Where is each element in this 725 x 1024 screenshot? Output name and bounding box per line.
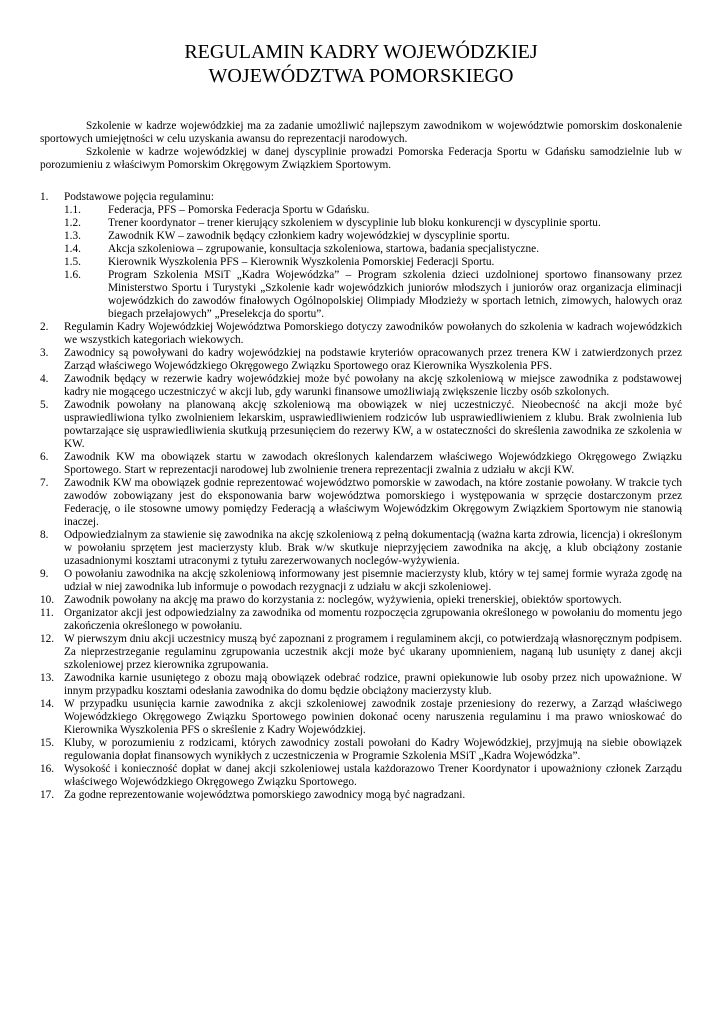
list-item — [40, 633, 682, 672]
rules-list — [40, 191, 682, 802]
list-item — [40, 191, 682, 321]
list-item-number: 14. — [40, 698, 55, 710]
list-item-number: 12. — [40, 633, 55, 645]
list-item-number: 8. — [40, 529, 49, 541]
list-item-text: Podstawowe pojęcia regulaminu: — [64, 191, 214, 203]
list-item — [40, 737, 682, 763]
sub-list-item-number: 1.6. — [64, 269, 81, 281]
sub-list — [64, 204, 682, 321]
sub-list-item-number: 1.1. — [64, 204, 81, 216]
list-item — [40, 399, 682, 451]
sub-list-item — [40, 269, 682, 321]
sub-list-item-number: 1.3. — [64, 230, 81, 242]
list-item-text: W pierwszym dniu akcji uczestnicy muszą być zapoznani z programem i regulaminem akcji, co potwierdzają własnoręcznym podpisem. Za nieprzestrzeganie regulaminu zgrupowania uczestnik akcji może być ukarany upomnieniem, naganą lub usunięty z danej akcji szkoleniowej przez kierownika zgrupowania. — [64, 633, 682, 671]
sub-list-item-text: Federacja, PFS – Pomorska Federacja Sportu w Gdańsku. — [108, 204, 370, 216]
title-line-2: WOJEWÓDZTWA POMORSKIEGO — [208, 65, 514, 87]
list-item-number: 13. — [40, 672, 55, 684]
list-item-text: Zawodnicy są powoływani do kadry wojewódzkiej na podstawie kryteriów opracowanych przez trenera KW i zatwierdzonych przez Zarząd właściwego Wojewódzkiego Okręgowego Związku Sportowego oraz Kierownika Wyszkolenia PFS. — [64, 347, 682, 372]
list-item — [40, 529, 682, 568]
list-item — [40, 477, 682, 529]
intro-paragraph-2: Szkolenie w kadrze wojewódzkiej w danej dyscyplinie prowadzi Pomorska Federacja Sportu w Gdańsku samodzielnie lub w porozumieniu z właściwym Pomorskim Okręgowym Związkiem Sportowym. — [40, 146, 682, 171]
list-item — [40, 321, 682, 347]
list-item-number: 7. — [40, 477, 49, 489]
list-item — [40, 672, 682, 698]
list-item-number: 9. — [40, 568, 49, 580]
sub-list-item — [40, 256, 682, 269]
sub-list-item-text: Program Szkolenia MSiT „Kadra Wojewódzka” – Program szkolenia dzieci uzdolnionej sportowo finansowany przez Ministerstwo Sportu i Turystyki „Szkolenie kadr wojewódzkich juniorów młodszych i juniorów oraz organizacja eliminacji wojewódzkich do zawodów finałowych Ogólnopolskiej Olimpiady Młodzieży w sportach letnich, zimowych, halowych oraz biegach przełajowych” „Preselekcja do sportu”. — [108, 269, 682, 320]
list-item-text: Zawodnik będący w rezerwie kadry wojewódzkiej może być powołany na akcję szkoleniową w miejsce zawodnika z podstawowej kadry nie mogącego uczestniczyć w akcji lub, gdy warunki finansowe umożliwiają zwiększenie liczby osób szkolonych. — [64, 373, 682, 398]
list-item-text: Zawodnik KW ma obowiązek startu w zawodach określonych kalendarzem właściwego Wojewódzkiego Okręgowego Związku Sportowego. Start w reprezentacji narodowej lub zwolnienie trenera reprezentacji zwalnia z udziału w akcji KW. — [64, 451, 682, 476]
list-item-text: Odpowiedzialnym za stawienie się zawodnika na akcję szkoleniową z pełną dokumentacją (ważna karta zdrowia, licencja) i określonym w powołaniu sprzętem jest macierzysty klub. Brak w/w skutkuje nieprzyjęciem zawodnika na akcję, a klub obciążony zostanie uzasadnionymi kosztami utraconymi z tytułu zarezerwowanych noclegów-wyżywienia. — [64, 529, 682, 567]
document-title — [40, 40, 682, 88]
sub-list-item — [40, 217, 682, 230]
list-item-text: Regulamin Kadry Wojewódzkiej Województwa Pomorskiego dotyczy zawodników powołanych do szkolenia w kadrach wojewódzkich we wszystkich kategoriach wiekowych. — [64, 321, 682, 346]
sub-list-item — [40, 243, 682, 256]
list-item-number: 10. — [40, 594, 55, 606]
list-item-text: O powołaniu zawodnika na akcję szkoleniową informowany jest pisemnie macierzysty klub, który w tej samej formie wyraża zgodę na udział w niej zawodnika lub informuje o powodach rezygnacji z udziału w akcji szkoleniowej. — [64, 568, 682, 593]
list-item-number: 17. — [40, 789, 55, 801]
list-item — [40, 607, 682, 633]
list-item-text: Organizator akcji jest odpowiedzialny za zawodnika od momentu rozpoczęcia zgrupowania określonego w powołaniu do momentu jego zakończenia określonego w powołaniu. — [64, 607, 682, 632]
intro-section — [40, 120, 682, 172]
list-item — [40, 789, 682, 802]
list-item — [40, 451, 682, 477]
intro-paragraph-1: Szkolenie w kadrze wojewódzkiej ma za zadanie umożliwić najlepszym zawodnikom w województwie pomorskim doskonalenie sportowych umiejętności w celu uzyskania awansu do reprezentacji narodowych. — [40, 120, 682, 145]
list-item — [40, 568, 682, 594]
document-page — [40, 40, 682, 802]
sub-list-item-number: 1.4. — [64, 243, 81, 255]
list-item-number: 6. — [40, 451, 49, 463]
list-item-text: Wysokość i konieczność dopłat w danej akcji szkoleniowej ustala każdorazowo Trener Koordynator i upoważniony członek Zarządu właściwego Wojewódzkiego Okręgowego Związku Sportowego. — [64, 763, 682, 788]
title-line-1: REGULAMIN KADRY WOJEWÓDZKIEJ — [184, 41, 538, 63]
list-item-number: 4. — [40, 373, 49, 385]
list-item — [40, 373, 682, 399]
list-item-number: 16. — [40, 763, 55, 775]
list-item-text: Za godne reprezentowanie województwa pomorskiego zawodnicy mogą być nagradzani. — [64, 789, 466, 801]
list-item-text: Kluby, w porozumieniu z rodzicami, których zawodnicy zostali powołani do Kadry Wojewódzkiej, przyjmują na siebie obowiązek regulowania dopłat finansowych wynikłych z uczestniczenia w Programie Szkolenia MSiT „Kadra Wojewódzka”. — [64, 737, 682, 762]
list-item-text: Zawodnika karnie usuniętego z obozu mają obowiązek odebrać rodzice, prawni opiekunowie lub osoby przez nich upoważnione. W innym przypadku kosztami odesłania zawodnika do domu będzie obciążony macierzysty klub. — [64, 672, 682, 697]
list-item — [40, 347, 682, 373]
list-item-number: 5. — [40, 399, 49, 411]
list-item — [40, 594, 682, 607]
sub-list-item — [40, 230, 682, 243]
list-item-number: 3. — [40, 347, 49, 359]
list-item-number: 2. — [40, 321, 49, 333]
list-item-number: 11. — [40, 607, 54, 619]
sub-list-item-text: Zawodnik KW – zawodnik będący członkiem kadry wojewódzkiej w dyscyplinie sportu. — [108, 230, 510, 242]
sub-list-item-text: Trener koordynator – trener kierujący szkoleniem w dyscyplinie lub bloku konkurencji w dyscyplinie sportu. — [108, 217, 601, 229]
list-item — [40, 763, 682, 789]
list-item-text: Zawodnik KW ma obowiązek godnie reprezentować województwo pomorskie w zawodach, na które zostanie powołany. W trakcie tych zawodów zobowiązany jest do eksponowania barw województwa pomorskiego i występowania w sprzęcie dostarczonym przez Federację, o ile stosowne umowy pomiędzy Federacją a właściwym Wojewódzkim Okręgowym Związkiem Sportowym nie stanowią inaczej. — [64, 477, 682, 528]
sub-list-item-number: 1.2. — [64, 217, 81, 229]
list-item-number: 1. — [40, 191, 49, 203]
sub-list-item-text: Kierownik Wyszkolenia PFS – Kierownik Wyszkolenia Pomorskiej Federacji Sportu. — [108, 256, 495, 268]
sub-list-item — [40, 204, 682, 217]
sub-list-item-number: 1.5. — [64, 256, 81, 268]
sub-list-item-text: Akcja szkoleniowa – zgrupowanie, konsultacja szkoleniowa, startowa, badania specjalistyczne. — [108, 243, 540, 255]
list-item-text: W przypadku usunięcia karnie zawodnika z akcji szkoleniowej zawodnik zostaje przeniesiony do rezerwy, a Zarząd właściwego Wojewódzkiego Okręgowego Związku Sportowego powinien dokonać oceny naruszenia regulaminu i ma prawo wnioskować do Kierownika Wyszkolenia PFS o skreślenie z Kadry Wojewódzkiej. — [64, 698, 682, 736]
list-item-text: Zawodnik powołany na akcję ma prawo do korzystania z: noclegów, wyżywienia, opieki trenerskiej, obiektów sportowych. — [64, 594, 622, 606]
list-item — [40, 698, 682, 737]
list-item-text: Zawodnik powołany na planowaną akcję szkoleniową ma obowiązek w niej uczestniczyć. Nieobecność na akcji może być usprawiedliwiona tylko zwolnieniem lekarskim, usprawiedliwieniem rodziców lub usprawiedliwieniem z klubu. Brak zwolnienia lub powtarzające się usprawiedliwienia skutkują przesunięciem do rezerwy KW, a w ostateczności do skreślenia zawodnika ze szkolenia w KW. — [64, 399, 682, 450]
list-item-number: 15. — [40, 737, 55, 749]
